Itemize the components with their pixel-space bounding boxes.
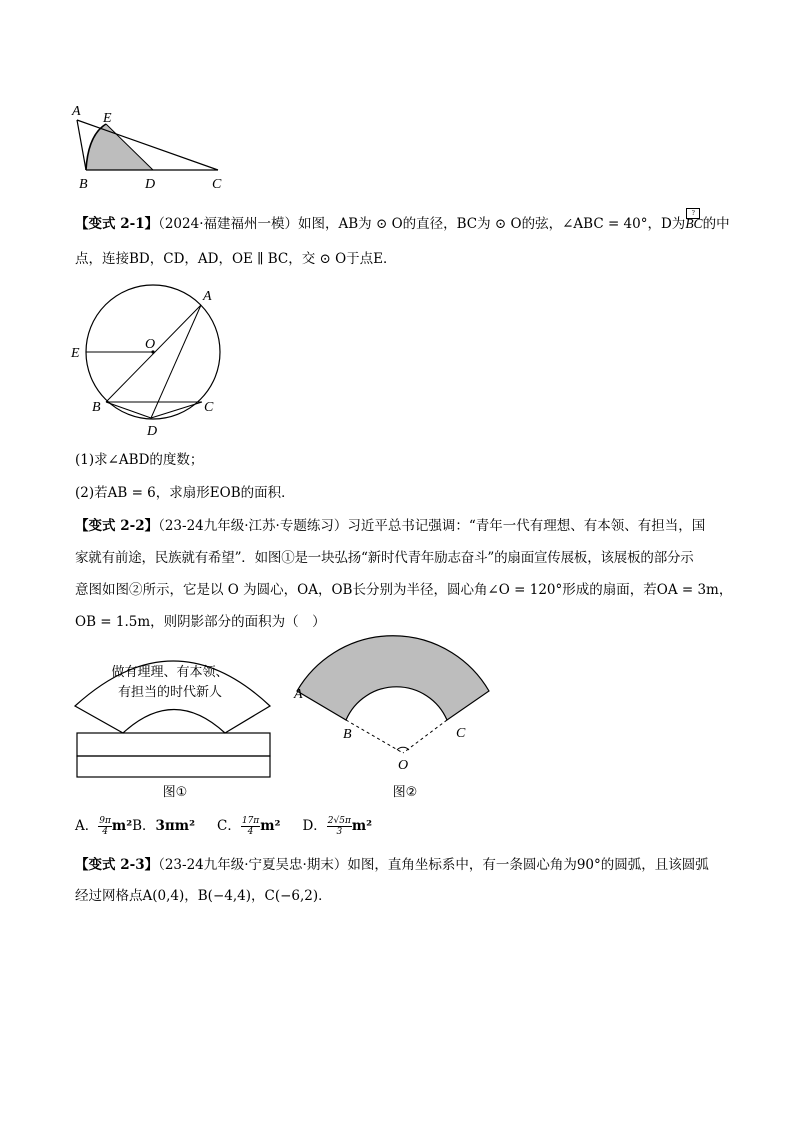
variant-2-1-source: （2024·福建福州一模） — [158, 216, 298, 232]
label-o: O — [145, 337, 156, 352]
label-e: E — [103, 111, 112, 126]
variant-2-3-line2: 经过网格点A(0,4)，B(−4,4)，C(−6,2)． — [75, 888, 332, 904]
base-board-bottom — [77, 756, 270, 777]
label-d: D — [147, 424, 158, 439]
base-board-top — [77, 733, 270, 756]
option-c[interactable] — [217, 816, 281, 837]
annular-sector-figure — [290, 630, 490, 805]
option-c-label: C． — [217, 818, 241, 834]
triangle-figure — [60, 95, 240, 195]
label-c: C — [204, 400, 214, 415]
option-d[interactable] — [302, 816, 373, 837]
arc-mark-icon: ? — [686, 208, 700, 219]
option-a-unit: m² — [111, 818, 133, 834]
label-c: C — [456, 726, 466, 741]
variant-2-1-line2: 点，连接BD，CD，AD，OE ∥ BC，交 ⊙ O于点E． — [75, 251, 397, 267]
question-1: (1)求∠ABD的度数； — [75, 452, 204, 468]
variant-2-3-head: 【变式 2-3】 — [75, 857, 159, 873]
variant-2-2-text1: （23-24九年级·江苏·专题练习）习近平总书记强调：“青年一代有理想、有本领、有担当，国 — [158, 518, 706, 534]
variant-2-2-line3: 意图如图②所示，它是以 O 为圆心，OA，OB长分别为半径，圆心角∠O = 120°形成的扇面，若OA = 3m， — [75, 582, 733, 598]
label-d: D — [145, 177, 156, 192]
label-b: B — [79, 177, 88, 192]
fan-text-line1: 做有理理、有本领、 — [111, 665, 229, 680]
dashed-oc — [403, 720, 447, 753]
label-b: B — [92, 400, 101, 415]
variant-2-3-text1: （23-24九年级·宁夏吴忠·期末）如图，直角坐标系中，有一条圆心角为90°的圆弧，且该圆弧 — [158, 857, 709, 873]
option-a-label: A． — [75, 818, 99, 834]
variant-2-2-line4: OB = 1.5m，则阴影部分的面积为（ ） — [75, 614, 326, 630]
label-a: A — [203, 289, 212, 304]
shaded-annulus — [297, 636, 489, 720]
chord-cd — [151, 402, 202, 418]
label-b: B — [343, 727, 352, 742]
arc-bc-label: ? BC — [685, 209, 703, 231]
variant-2-1-line1 — [75, 209, 730, 234]
option-a[interactable] — [75, 816, 133, 837]
label-o: O — [398, 758, 409, 773]
option-c-fraction: $\frac{17\pi}{4}$ — [241, 816, 260, 837]
question-2: (2)若AB = 6，求扇形EOB的面积． — [75, 485, 295, 501]
label-e: E — [71, 346, 80, 361]
option-d-unit: m² — [351, 818, 373, 834]
option-d-fraction: $\frac{2√5\pi}{3}$ — [327, 816, 351, 837]
variant-2-2-line1 — [75, 516, 705, 536]
variant-2-1-text1: 如图，AB为 ⊙ O的直径，BC为 ⊙ O的弦，∠ABC = 40°，D为 — [298, 216, 686, 232]
option-d-label: D． — [302, 818, 327, 834]
chord-bd — [106, 402, 151, 418]
figure-2-caption: 图② — [392, 785, 418, 800]
variant-2-3-line1 — [75, 855, 709, 875]
shaded-sector — [86, 124, 153, 170]
variant-2-1-head: 【变式 2-1】 — [75, 216, 159, 232]
variant-2-1-text1-end: 的中 — [702, 216, 730, 232]
label-a: A — [72, 104, 81, 119]
chord-ad — [151, 305, 201, 418]
option-b[interactable] — [132, 818, 195, 834]
side-ab — [77, 120, 86, 170]
fan-board-figure — [70, 636, 280, 806]
option-b-label: B． — [132, 818, 156, 834]
circle-figure — [65, 283, 230, 443]
fan-text-line2: 有担当的时代新人 — [117, 685, 223, 700]
figure-1-caption: 图① — [162, 785, 188, 800]
option-b-value: 3πm² — [155, 818, 196, 834]
option-a-fraction: $\frac{9\pi}{4}$ — [99, 816, 111, 837]
dashed-ob — [346, 720, 403, 753]
variant-2-2-head: 【变式 2-2】 — [75, 518, 159, 534]
label-a: A — [294, 687, 303, 702]
variant-2-2-line2: 家就有前途，民族就有希望”．如图①是一块弘扬“新时代青年励志奋斗”的扇面宣传展板，该展板的部分示 — [75, 550, 694, 566]
option-c-unit: m² — [260, 818, 281, 834]
label-c: C — [212, 177, 222, 192]
answer-options — [75, 816, 372, 837]
